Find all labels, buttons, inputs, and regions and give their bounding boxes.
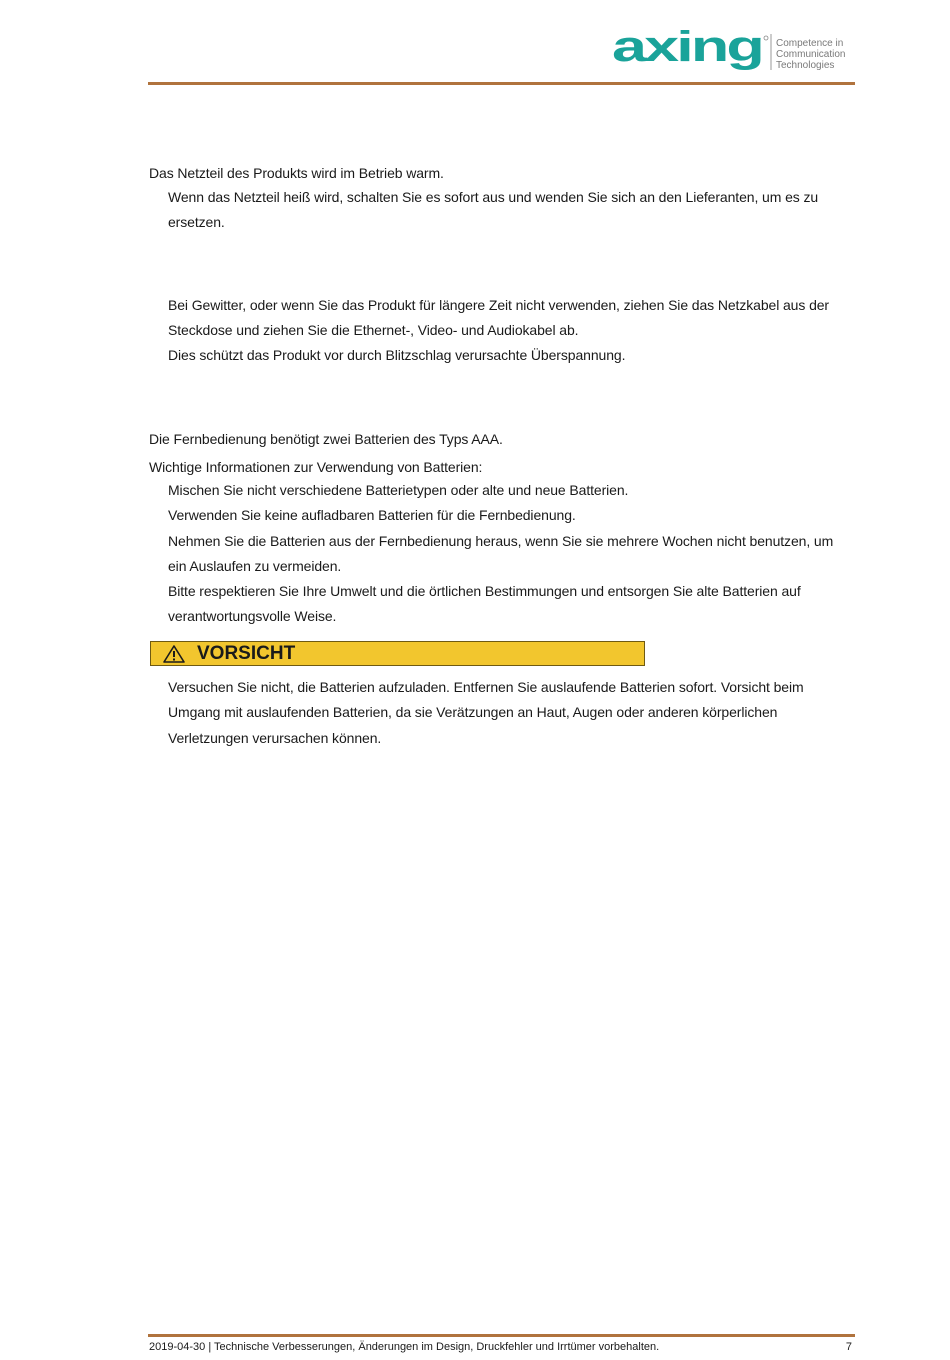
caution-text-line-1: Versuchen Sie nicht, die Batterien aufzuladen. Entfernen Sie auslaufende Batterien sofort. Vorsicht beim [168,679,804,695]
caution-text-line-2: Umgang mit auslaufenden Batterien, da sie Verätzungen an Haut, Augen oder anderen körperlichen [168,704,778,720]
battery-item-2: Verwenden Sie keine aufladbaren Batterien für die Fernbedienung. [168,507,576,523]
caution-banner [150,641,645,666]
caution-text-line-3: Verletzungen verursachen können. [168,730,382,746]
thunderstorm-line-2: Steckdose und ziehen Sie die Ethernet-, Video- und Audiokabel ab. [168,322,579,338]
power-supply-instruction-line-1: Wenn das Netzteil heiß wird, schalten Sie es sofort aus und wenden Sie sich an den Lieferanten, um es zu [168,189,819,205]
axing-logo-mark [612,30,772,70]
logo-tagline [776,38,866,71]
footer-rule [148,1334,855,1337]
battery-item-4-line-2: verantwortungsvolle Weise. [168,608,337,624]
tagline-line-2: Communication [776,49,846,60]
header-rule [148,82,855,85]
power-supply-instruction-line-2: ersetzen. [168,214,225,230]
power-supply-statement: Das Netzteil des Produkts wird im Betrieb warm. [149,165,444,181]
batteries-info-heading: Wichtige Informationen zur Verwendung von Batterien: [149,459,483,475]
page-number: 7 [845,1341,852,1353]
tagline-line-3: Technologies [776,60,835,71]
axing-logo [612,30,857,76]
thunderstorm-line-1: Bei Gewitter, oder wenn Sie das Produkt für längere Zeit nicht verwenden, ziehen Sie das Netzkabel aus der [168,297,829,313]
registered-mark-icon [764,36,768,40]
tagline-line-1: Competence in [776,38,844,49]
batteries-statement: Die Fernbedienung benötigt zwei Batterien des Typs AAA. [149,431,503,447]
battery-item-1: Mischen Sie nicht verschiedene Batterietypen oder alte und neue Batterien. [168,482,629,498]
battery-item-3-line-2: ein Auslaufen zu vermeiden. [168,558,342,574]
footer-disclaimer: 2019-04-30 | Technische Verbesserungen, Änderungen im Design, Druckfehler und Irrtümer vorbehalten. [149,1341,660,1353]
battery-item-3-line-1: Nehmen Sie die Batterien aus der Fernbedienung heraus, wenn Sie sie mehrere Wochen nicht benutzen, um [168,533,834,549]
caution-label: VORSICHT [197,643,296,664]
battery-item-4-line-1: Bitte respektieren Sie Ihre Umwelt und die örtlichen Bestimmungen und entsorgen Sie alte Batterien auf [168,583,801,599]
logo-wordmark: axing [612,30,762,70]
warning-triangle-icon [163,645,185,663]
thunderstorm-line-3: Dies schützt das Produkt vor durch Blitzschlag verursachte Überspannung. [168,347,626,363]
